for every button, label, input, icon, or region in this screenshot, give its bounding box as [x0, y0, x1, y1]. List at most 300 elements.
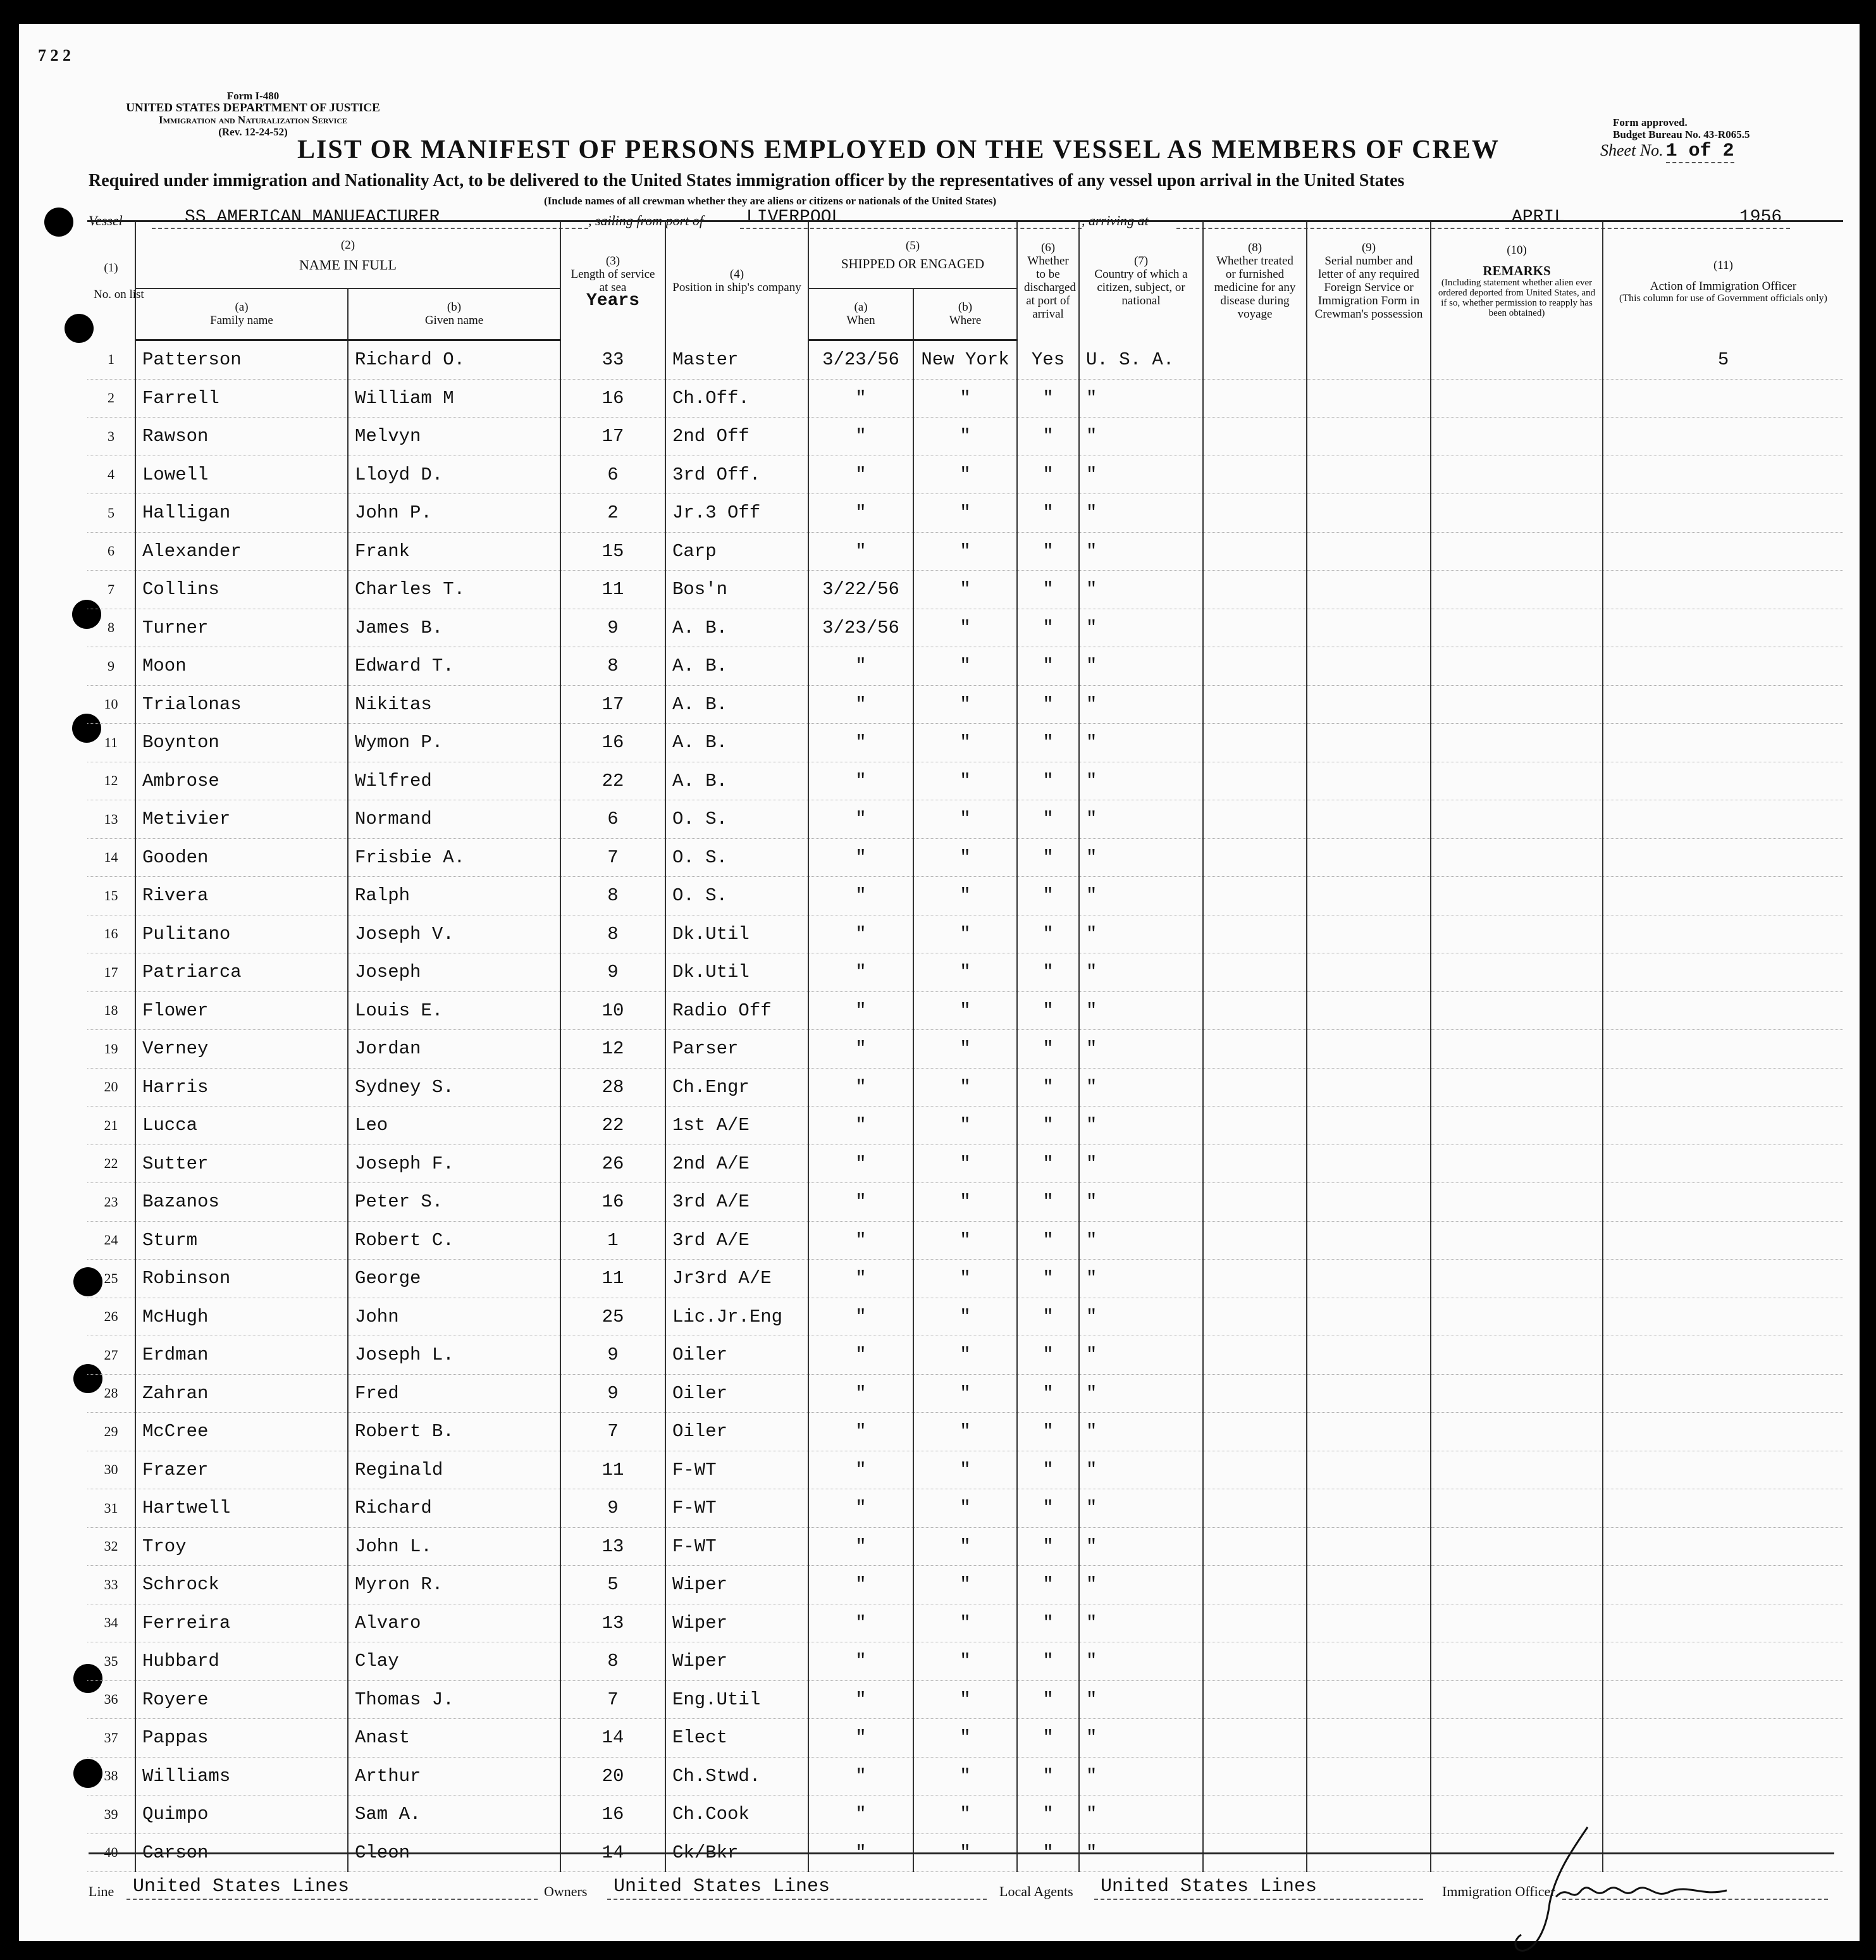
- corner-mark: 7 2 2: [38, 46, 71, 65]
- ship-position: Jr.3 Off: [665, 494, 808, 533]
- country: ": [1079, 724, 1203, 762]
- immigration-action: [1603, 838, 1843, 877]
- table-row: [87, 1489, 1843, 1528]
- discharged: ": [1017, 1566, 1079, 1604]
- table-row: [87, 532, 1843, 571]
- country: ": [1079, 685, 1203, 724]
- years-service: 9: [560, 1374, 665, 1413]
- sheet-label: Sheet No.: [1600, 141, 1663, 159]
- table-row: [87, 1374, 1843, 1413]
- given-name: Jordan: [348, 1030, 560, 1069]
- remarks: [1431, 1680, 1603, 1719]
- remarks: [1431, 494, 1603, 533]
- table-row: [87, 1719, 1843, 1758]
- form-approved: Form approved.: [1613, 116, 1688, 128]
- shipped-where: ": [913, 1451, 1017, 1489]
- country: U. S. A.: [1079, 340, 1203, 380]
- serial-number: [1307, 877, 1431, 915]
- medicine: [1203, 1489, 1307, 1528]
- shipped-when: ": [808, 877, 913, 915]
- family-name: Collins: [135, 571, 348, 609]
- discharged: ": [1017, 877, 1079, 915]
- country: ": [1079, 532, 1203, 571]
- line-label: Line: [89, 1883, 114, 1899]
- discharged: ": [1017, 1796, 1079, 1834]
- owners-label: Owners: [544, 1883, 588, 1899]
- immigration-action: [1603, 1298, 1843, 1336]
- discharged: ": [1017, 456, 1079, 494]
- sheet-number: [1600, 140, 1734, 162]
- given-name: Nikitas: [348, 685, 560, 724]
- country: ": [1079, 609, 1203, 647]
- immigration-action: [1603, 1260, 1843, 1298]
- col-given-header: (b) Given name: [348, 288, 560, 340]
- family-name: Schrock: [135, 1566, 348, 1604]
- serial-number: [1307, 1221, 1431, 1260]
- years-service: 13: [560, 1604, 665, 1642]
- medicine: [1203, 1451, 1307, 1489]
- medicine: [1203, 1221, 1307, 1260]
- medicine: [1203, 1107, 1307, 1145]
- years-service: 15: [560, 532, 665, 571]
- immigration-action: [1603, 1604, 1843, 1642]
- approval-info: [1613, 116, 1749, 140]
- country: ": [1079, 379, 1203, 418]
- shipped-where: ": [913, 1833, 1017, 1872]
- discharged: ": [1017, 1757, 1079, 1796]
- given-name: Joseph L.: [348, 1336, 560, 1375]
- given-name: Anast: [348, 1719, 560, 1758]
- years-service: 11: [560, 1260, 665, 1298]
- discharged: ": [1017, 1183, 1079, 1222]
- country: ": [1079, 1144, 1203, 1183]
- immigration-action: [1603, 494, 1843, 533]
- discharged: ": [1017, 1260, 1079, 1298]
- years-service: 14: [560, 1719, 665, 1758]
- years-service: 7: [560, 1413, 665, 1451]
- discharged: ": [1017, 571, 1079, 609]
- years-service: 16: [560, 1796, 665, 1834]
- country: ": [1079, 838, 1203, 877]
- given-name: Wilfred: [348, 762, 560, 800]
- shipped-when: ": [808, 456, 913, 494]
- remarks: [1431, 953, 1603, 992]
- crew-no: 31: [87, 1489, 135, 1528]
- officer-label: Immigration Officer: [1442, 1883, 1555, 1899]
- shipped-when: ": [808, 685, 913, 724]
- remarks: [1431, 1144, 1603, 1183]
- serial-number: [1307, 724, 1431, 762]
- table-row: [87, 1527, 1843, 1566]
- crew-no: 25: [87, 1260, 135, 1298]
- shipped-where: ": [913, 571, 1017, 609]
- years-service: 25: [560, 1298, 665, 1336]
- shipped-where: ": [913, 685, 1017, 724]
- crew-no: 27: [87, 1336, 135, 1375]
- ship-position: Oiler: [665, 1374, 808, 1413]
- discharged: ": [1017, 685, 1079, 724]
- table-row: [87, 1298, 1843, 1336]
- crew-no: 23: [87, 1183, 135, 1222]
- family-name: Royere: [135, 1680, 348, 1719]
- shipped-when: ": [808, 1374, 913, 1413]
- line-value: United States Lines: [133, 1876, 350, 1897]
- country: ": [1079, 456, 1203, 494]
- family-name: Williams: [135, 1757, 348, 1796]
- years-service: 28: [560, 1068, 665, 1107]
- years-service: 9: [560, 1336, 665, 1375]
- given-name: Richard O.: [348, 340, 560, 380]
- family-name: Ferreira: [135, 1604, 348, 1642]
- crew-no: 13: [87, 800, 135, 839]
- family-name: Rawson: [135, 418, 348, 456]
- shipped-where: ": [913, 1107, 1017, 1145]
- given-name: William M: [348, 379, 560, 418]
- family-name: Frazer: [135, 1451, 348, 1489]
- remarks: [1431, 915, 1603, 953]
- shipped-when: ": [808, 1221, 913, 1260]
- family-name: Alexander: [135, 532, 348, 571]
- ship-position: O. S.: [665, 800, 808, 839]
- serial-number: [1307, 1374, 1431, 1413]
- family-name: Hartwell: [135, 1489, 348, 1528]
- crew-no: 37: [87, 1719, 135, 1758]
- medicine: [1203, 418, 1307, 456]
- given-name: Clay: [348, 1642, 560, 1681]
- immigration-action: [1603, 609, 1843, 647]
- given-name: Peter S.: [348, 1183, 560, 1222]
- shipped-where: ": [913, 838, 1017, 877]
- years-service: 13: [560, 1527, 665, 1566]
- family-name: Pulitano: [135, 915, 348, 953]
- discharged: ": [1017, 1833, 1079, 1872]
- crew-no: 5: [87, 494, 135, 533]
- medicine: [1203, 1413, 1307, 1451]
- table-row: [87, 494, 1843, 533]
- col-serial-header: (9) Serial number and letter of any required Foreign Service or Immigration Form in Crewman's possession: [1307, 221, 1431, 340]
- crew-table: [87, 220, 1843, 1872]
- country: ": [1079, 1298, 1203, 1336]
- shipped-where: ": [913, 1413, 1017, 1451]
- country: ": [1079, 571, 1203, 609]
- family-name: Verney: [135, 1030, 348, 1069]
- table-row: [87, 1566, 1843, 1604]
- discharged: ": [1017, 1030, 1079, 1069]
- family-name: McCree: [135, 1413, 348, 1451]
- table-row: [87, 724, 1843, 762]
- given-name: Joseph F.: [348, 1144, 560, 1183]
- given-name: George: [348, 1260, 560, 1298]
- shipped-when: ": [808, 1719, 913, 1758]
- discharged: ": [1017, 609, 1079, 647]
- crew-no: 15: [87, 877, 135, 915]
- years-service: 26: [560, 1144, 665, 1183]
- shipped-where: ": [913, 1680, 1017, 1719]
- discharged: ": [1017, 1451, 1079, 1489]
- serial-number: [1307, 838, 1431, 877]
- country: ": [1079, 1833, 1203, 1872]
- discharged: ": [1017, 1680, 1079, 1719]
- ship-position: 3rd A/E: [665, 1221, 808, 1260]
- ship-position: A. B.: [665, 724, 808, 762]
- given-name: Joseph: [348, 953, 560, 992]
- ship-position: Wiper: [665, 1642, 808, 1681]
- serial-number: [1307, 685, 1431, 724]
- crew-no: 4: [87, 456, 135, 494]
- family-name: Lowell: [135, 456, 348, 494]
- family-name: Harris: [135, 1068, 348, 1107]
- shipped-when: ": [808, 1260, 913, 1298]
- serial-number: [1307, 1451, 1431, 1489]
- shipped-where: ": [913, 418, 1017, 456]
- immigration-action: [1603, 877, 1843, 915]
- ship-position: Radio Off: [665, 991, 808, 1030]
- shipped-when: ": [808, 1642, 913, 1681]
- country: ": [1079, 1183, 1203, 1222]
- serial-number: [1307, 1604, 1431, 1642]
- family-name: Lucca: [135, 1107, 348, 1145]
- shipped-when: ": [808, 1566, 913, 1604]
- serial-number: [1307, 379, 1431, 418]
- ship-position: Ch.Cook: [665, 1796, 808, 1834]
- col-medicine-header: (8) Whether treated or furnished medicine for any disease during voyage: [1203, 221, 1307, 340]
- immigration-action: [1603, 1527, 1843, 1566]
- years-service: 5: [560, 1566, 665, 1604]
- shipped-where: ": [913, 1221, 1017, 1260]
- ship-position: Eng.Util: [665, 1680, 808, 1719]
- immigration-action: [1603, 1221, 1843, 1260]
- sheet-value: 1 of 2: [1665, 140, 1734, 162]
- discharged: ": [1017, 724, 1079, 762]
- ship-position: 2nd Off: [665, 418, 808, 456]
- serial-number: [1307, 915, 1431, 953]
- crew-no: 33: [87, 1566, 135, 1604]
- remarks: [1431, 647, 1603, 686]
- shipped-where: ": [913, 1144, 1017, 1183]
- immigration-action: [1603, 456, 1843, 494]
- crew-no: 1: [87, 340, 135, 380]
- years-service: 9: [560, 953, 665, 992]
- years-service: 11: [560, 1451, 665, 1489]
- medicine: [1203, 1680, 1307, 1719]
- years-service: 10: [560, 991, 665, 1030]
- discharged: ": [1017, 418, 1079, 456]
- shipped-where: ": [913, 1183, 1017, 1222]
- discharged: ": [1017, 1719, 1079, 1758]
- given-name: Thomas J.: [348, 1680, 560, 1719]
- remarks: [1431, 724, 1603, 762]
- immigration-action: [1603, 1030, 1843, 1069]
- ship-position: Ch.Off.: [665, 379, 808, 418]
- country: ": [1079, 1796, 1203, 1834]
- given-name: Reginald: [348, 1451, 560, 1489]
- medicine: [1203, 1298, 1307, 1336]
- serial-number: [1307, 647, 1431, 686]
- discharged: ": [1017, 1221, 1079, 1260]
- discharged: ": [1017, 915, 1079, 953]
- immigration-action: [1603, 379, 1843, 418]
- arrival-date: APRIL: [1512, 208, 1565, 227]
- country: ": [1079, 762, 1203, 800]
- medicine: [1203, 1796, 1307, 1834]
- family-name: Moon: [135, 647, 348, 686]
- discharged: ": [1017, 838, 1079, 877]
- crew-no: 30: [87, 1451, 135, 1489]
- given-name: Sydney S.: [348, 1068, 560, 1107]
- country: ": [1079, 1221, 1203, 1260]
- country: ": [1079, 915, 1203, 953]
- medicine: [1203, 456, 1307, 494]
- crew-no: 11: [87, 724, 135, 762]
- ship-position: Lic.Jr.Eng: [665, 1298, 808, 1336]
- shipped-where: ": [913, 1719, 1017, 1758]
- owners-value: United States Lines: [614, 1876, 830, 1897]
- table-row: [87, 1221, 1843, 1260]
- ship-position: Elect: [665, 1719, 808, 1758]
- discharged: ": [1017, 1107, 1079, 1145]
- col-position-header: (4) Position in ship's company: [665, 221, 808, 340]
- department: UNITED STATES DEPARTMENT OF JUSTICE: [126, 101, 380, 115]
- remarks: [1431, 1260, 1603, 1298]
- family-name: Metivier: [135, 800, 348, 839]
- shipped-when: ": [808, 1183, 913, 1222]
- country: ": [1079, 1527, 1203, 1566]
- table-row: [87, 379, 1843, 418]
- medicine: [1203, 877, 1307, 915]
- family-name: Turner: [135, 609, 348, 647]
- medicine: [1203, 1144, 1307, 1183]
- ship-position: Dk.Util: [665, 915, 808, 953]
- remarks: [1431, 1336, 1603, 1375]
- serial-number: [1307, 1336, 1431, 1375]
- shipped-where: ": [913, 1796, 1017, 1834]
- remarks: [1431, 1566, 1603, 1604]
- given-name: Edward T.: [348, 647, 560, 686]
- shipped-where: ": [913, 1030, 1017, 1069]
- shipped-when: ": [808, 800, 913, 839]
- table-row: [87, 1260, 1843, 1298]
- serial-number: [1307, 1719, 1431, 1758]
- family-name: Zahran: [135, 1374, 348, 1413]
- shipped-when: ": [808, 1451, 913, 1489]
- years-service: 33: [560, 340, 665, 380]
- years-service: 12: [560, 1030, 665, 1069]
- years-service: 20: [560, 1757, 665, 1796]
- shipped-when: ": [808, 1298, 913, 1336]
- shipped-where: ": [913, 991, 1017, 1030]
- given-name: Normand: [348, 800, 560, 839]
- ship-position: F-WT: [665, 1489, 808, 1528]
- shipped-when: ": [808, 838, 913, 877]
- years-service: 7: [560, 838, 665, 877]
- ship-position: A. B.: [665, 647, 808, 686]
- budget-bureau: Budget Bureau No. 43-R065.5: [1613, 128, 1750, 140]
- ship-position: Parser: [665, 1030, 808, 1069]
- immigration-action: [1603, 532, 1843, 571]
- table-row: [87, 838, 1843, 877]
- crew-no: 8: [87, 609, 135, 647]
- medicine: [1203, 532, 1307, 571]
- shipped-where: ": [913, 1642, 1017, 1681]
- ship-position: Dk.Util: [665, 953, 808, 992]
- table-row: [87, 1757, 1843, 1796]
- years-service: 2: [560, 494, 665, 533]
- ship-position: Ck/Bkr: [665, 1833, 808, 1872]
- ship-position: Master: [665, 340, 808, 380]
- immigration-action: [1603, 1413, 1843, 1451]
- crew-no: 22: [87, 1144, 135, 1183]
- remarks: [1431, 1107, 1603, 1145]
- given-name: Melvyn: [348, 418, 560, 456]
- family-name: Ambrose: [135, 762, 348, 800]
- shipped-where: ": [913, 1566, 1017, 1604]
- serial-number: [1307, 1566, 1431, 1604]
- given-name: Richard: [348, 1489, 560, 1528]
- serial-number: [1307, 571, 1431, 609]
- table-row: [87, 418, 1843, 456]
- given-name: Arthur: [348, 1757, 560, 1796]
- crew-table-body: [87, 340, 1843, 1872]
- service: Immigration and Naturalization Service: [158, 114, 348, 126]
- table-row: [87, 800, 1843, 839]
- country: ": [1079, 1451, 1203, 1489]
- crew-no: 18: [87, 991, 135, 1030]
- shipped-when: ": [808, 494, 913, 533]
- ship-position: O. S.: [665, 877, 808, 915]
- remarks: [1431, 1183, 1603, 1222]
- crew-no: 38: [87, 1757, 135, 1796]
- agents-label: Local Agents: [999, 1883, 1073, 1899]
- years-service: 9: [560, 1489, 665, 1528]
- crew-no: 26: [87, 1298, 135, 1336]
- remarks: [1431, 1221, 1603, 1260]
- country: ": [1079, 953, 1203, 992]
- years-service: 22: [560, 762, 665, 800]
- family-name: Farrell: [135, 379, 348, 418]
- serial-number: [1307, 456, 1431, 494]
- country: ": [1079, 1260, 1203, 1298]
- form-number: Form I-480: [226, 90, 280, 102]
- medicine: [1203, 1030, 1307, 1069]
- medicine: [1203, 609, 1307, 647]
- shipped-when: ": [808, 1144, 913, 1183]
- medicine: [1203, 340, 1307, 380]
- years-service: 8: [560, 647, 665, 686]
- country: ": [1079, 1680, 1203, 1719]
- col-when-header: (a) When: [808, 288, 913, 340]
- years-service: 14: [560, 1833, 665, 1872]
- col-family-header: (a) Family name: [135, 288, 348, 340]
- ship-position: O. S.: [665, 838, 808, 877]
- country: ": [1079, 647, 1203, 686]
- immigration-action: [1603, 1451, 1843, 1489]
- serial-number: [1307, 1413, 1431, 1451]
- form-info: [89, 90, 417, 138]
- serial-number: [1307, 1757, 1431, 1796]
- ship-position: Oiler: [665, 1336, 808, 1375]
- crew-no: 40: [87, 1833, 135, 1872]
- years-service: 8: [560, 877, 665, 915]
- country: ": [1079, 1107, 1203, 1145]
- shipped-when: ": [808, 991, 913, 1030]
- shipped-when: ": [808, 379, 913, 418]
- crew-no: 29: [87, 1413, 135, 1451]
- ship-position: Wiper: [665, 1604, 808, 1642]
- immigration-action: [1603, 1680, 1843, 1719]
- discharged: ": [1017, 494, 1079, 533]
- table-row: [87, 1107, 1843, 1145]
- shipped-when: ": [808, 1030, 913, 1069]
